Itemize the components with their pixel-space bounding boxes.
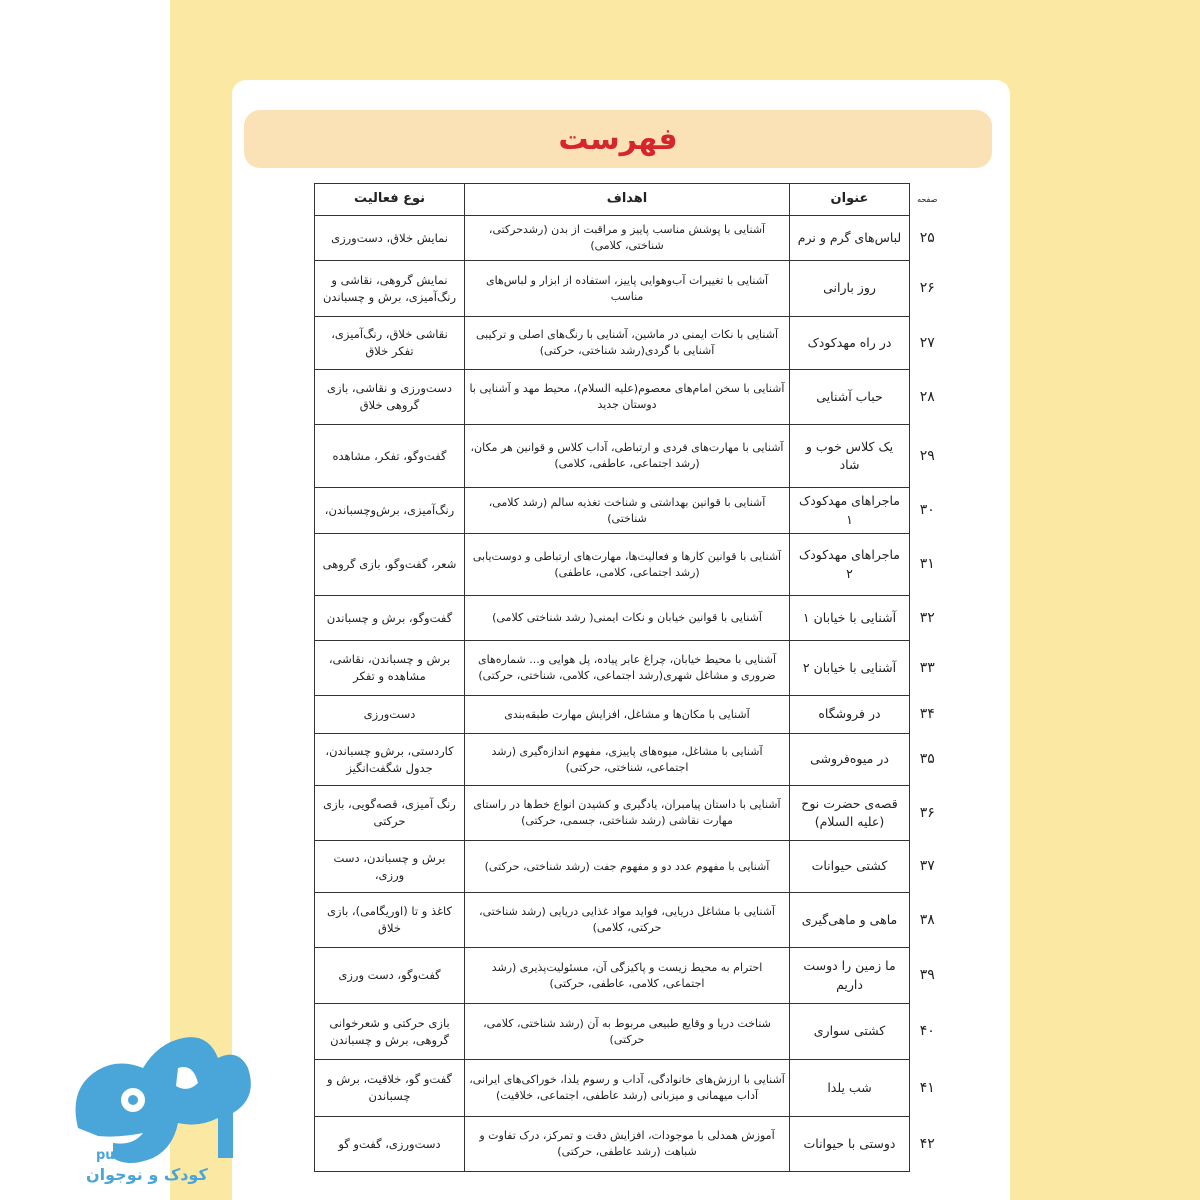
row-page-number: ۳۴: [910, 696, 945, 734]
row-page-number: ۴۲: [910, 1117, 945, 1172]
row-title: لباس‌های گرم و نرم: [790, 216, 910, 261]
row-page-number: ۳۸: [910, 893, 945, 948]
logo-persian-text: کودک و نوجوان: [86, 1165, 208, 1184]
row-page-number: ۴۰: [910, 1004, 945, 1060]
row-activity: برش و چسباندن، نقاشی، مشاهده و تفکر: [315, 641, 465, 696]
row-activity: گفت‌وگو، برش و چسباندن: [315, 596, 465, 641]
row-page-number: ۳۲: [910, 596, 945, 641]
table-row: [315, 893, 945, 948]
row-goals: آموزش همدلی با موجودات، افزایش دقت و تمرکز، درک تفاوت و شباهت (رشد عاطفی، حرکتی): [465, 1117, 790, 1172]
table-row: [315, 425, 945, 488]
row-goals: احترام به محیط زیست و پاکیزگی آن، مسئولیت‌پذیری (رشد اجتماعی، کلامی، عاطفی، حرکتی): [465, 948, 790, 1004]
row-title: در فروشگاه: [790, 696, 910, 734]
title-band: [244, 110, 992, 168]
table-row: [315, 596, 945, 641]
row-page-number: ۳۰: [910, 488, 945, 534]
row-title: آشنایی با خیابان ۱: [790, 596, 910, 641]
header-page: صفحه: [917, 194, 938, 204]
row-title: کشتی حیوانات: [790, 841, 910, 893]
row-title: حباب آشنایی: [790, 370, 910, 425]
row-page-number: ۳۳: [910, 641, 945, 696]
row-title: قصه‌ی حضرت نوح (علیه السلام): [790, 786, 910, 841]
row-activity: کاغذ و تا (اوریگامی)، بازی خلاق: [315, 893, 465, 948]
table-row: [315, 734, 945, 786]
row-activity: نقاشی خلاق، رنگ‌آمیزی، تفکر خلاق: [315, 317, 465, 370]
row-goals: آشنایی با محیط خیابان، چراغ عابر پیاده، پل هوایی و... شماره‌های ضروری و مشاغل شهری(رشد اجتماعی، کلامی، شناختی، حرکتی): [465, 641, 790, 696]
row-title: ما زمین را دوست داریم: [790, 948, 910, 1004]
header-title: عنوان: [790, 184, 910, 216]
row-page-number: ۳۱: [910, 534, 945, 596]
row-goals: آشنایی با مشاغل دریایی، فواید مواد غذایی دریایی (رشد شناختی، حرکتی، کلامی): [465, 893, 790, 948]
row-page-number: ۲۶: [910, 261, 945, 317]
row-activity: دست‌ورزی، گفت‌و گو: [315, 1117, 465, 1172]
table-row: [315, 1117, 945, 1172]
row-goals: آشنایی با مفهوم عدد دو و مفهوم جفت (رشد شناختی، حرکتی): [465, 841, 790, 893]
row-page-number: ۳۶: [910, 786, 945, 841]
contents-table: [314, 183, 945, 1172]
row-goals: آشنایی با قوانین خیابان و نکات ایمنی( رشد شناختی کلامی): [465, 596, 790, 641]
table-row: [315, 317, 945, 370]
row-page-number: ۲۸: [910, 370, 945, 425]
row-activity: رنگ آمیزی، قصه‌گویی، بازی حرکتی: [315, 786, 465, 841]
row-activity: رنگ‌آمیزی، برش‌وچسباندن،: [315, 488, 465, 534]
row-goals: آشنایی با داستان پیامبران، یادگیری و کشیدن انواع خط‌ها در راستای مهارت نقاشی (رشد شناختی، جسمی، حرکتی): [465, 786, 790, 841]
row-goals: آشنایی با ارزش‌های خانوادگی، آداب و رسوم یلدا، خوراکی‌های ایرانی، آداب میهمانی و میزبانی (رشد عاطفی، اجتماعی، خلاقیت): [465, 1060, 790, 1117]
table-row: [315, 370, 945, 425]
row-title: ماجراهای مهدکودک ۲: [790, 534, 910, 596]
header-activity: نوع فعالیت: [315, 184, 465, 216]
row-activity: گفت‌و گو، خلاقیت، برش و چسباندن: [315, 1060, 465, 1117]
row-title: شب یلدا: [790, 1060, 910, 1117]
row-title: یک کلاس خوب و شاد: [790, 425, 910, 488]
table-row: [315, 1060, 945, 1117]
table-row: [315, 786, 945, 841]
table-body: [315, 216, 945, 1172]
row-title: آشنایی با خیابان ۲: [790, 641, 910, 696]
row-activity: شعر، گفت‌وگو، بازی گروهی: [315, 534, 465, 596]
row-goals: شناخت دریا و وقایع طبیعی مربوط به آن (رشد شناختی، کلامی، حرکتی): [465, 1004, 790, 1060]
row-activity: نمایش خلاق، دست‌ورزی: [315, 216, 465, 261]
table-row: [315, 1004, 945, 1060]
table-row: [315, 841, 945, 893]
row-goals: آشنایی با مهارت‌های فردی و ارتباطی، آداب کلاس و قوانین هر مکان، (رشد اجتماعی، عاطفی، کلامی): [465, 425, 790, 488]
row-title: دوستی با حیوانات: [790, 1117, 910, 1172]
row-title: ماجراهای مهدکودک ۱: [790, 488, 910, 534]
row-page-number: ۳۷: [910, 841, 945, 893]
page-title: فهرست: [558, 121, 678, 157]
table-row: [315, 534, 945, 596]
row-goals: آشنایی با پوشش مناسب پاییز و مراقبت از بدن (رشدحرکتی، شناختی، کلامی): [465, 216, 790, 261]
row-goals: آشنایی با قوانین کارها و فعالیت‌ها، مهارت‌های ارتباطی و دوست‌یابی (رشد اجتماعی، کلامی، عاطفی): [465, 534, 790, 596]
row-page-number: ۲۹: [910, 425, 945, 488]
header-goals: اهداف: [465, 184, 790, 216]
row-goals: آشنایی با سخن امام‌های معصوم(علیه السلام)، محیط مهد و آشنایی با دوستان جدید: [465, 370, 790, 425]
row-goals: آشنایی با قوانین بهداشتی و شناخت تغذیه سالم (رشد کلامی، شناختی): [465, 488, 790, 534]
row-title: کشتی سواری: [790, 1004, 910, 1060]
row-goals: آشنایی با نکات ایمنی در ماشین، آشنایی با رنگ‌های اصلی و ترکیبی آشنایی با گردی(رشد شناختی، حرکتی): [465, 317, 790, 370]
row-page-number: ۴۱: [910, 1060, 945, 1117]
table-row: [315, 488, 945, 534]
row-activity: گفت‌وگو، دست ورزی: [315, 948, 465, 1004]
row-activity: گفت‌وگو، تفکر، مشاهده: [315, 425, 465, 488]
row-activity: برش و چسباندن، دست ورزی،: [315, 841, 465, 893]
row-page-number: ۳۵: [910, 734, 945, 786]
row-title: روز بارانی: [790, 261, 910, 317]
row-goals: آشنایی با مکان‌ها و مشاغل، افزایش مهارت طبقه‌بندی: [465, 696, 790, 734]
row-page-number: ۳۹: [910, 948, 945, 1004]
row-goals: آشنایی با تغییرات آب‌وهوایی پاییز، استفاده از ابزار و لباس‌های مناسب: [465, 261, 790, 317]
table-header-row: [315, 184, 945, 216]
table-row: [315, 696, 945, 734]
row-page-number: ۲۷: [910, 317, 945, 370]
row-activity: دست‌ورزی و نقاشی، بازی گروهی خلاق: [315, 370, 465, 425]
row-goals: آشنایی با مشاغل، میوه‌های پاییزی، مفهوم اندازه‌گیری (رشد اجتماعی، شناختی، حرکتی): [465, 734, 790, 786]
table-row: [315, 641, 945, 696]
logo-latin-text: puonak: [96, 1148, 151, 1163]
table-row: [315, 216, 945, 261]
table-row: [315, 948, 945, 1004]
row-page-number: ۲۵: [910, 216, 945, 261]
row-activity: دست‌ورزی: [315, 696, 465, 734]
row-title: در راه مهدکودک: [790, 317, 910, 370]
table-row: [315, 261, 945, 317]
row-activity: نمایش گروهی، نقاشی و رنگ‌آمیزی، برش و چسباندن: [315, 261, 465, 317]
row-activity: بازی حرکتی و شعرخوانی گروهی، برش و چسباندن: [315, 1004, 465, 1060]
row-title: در میوه‌فروشی: [790, 734, 910, 786]
row-title: ماهی و ماهی‌گیری: [790, 893, 910, 948]
row-activity: کاردستی، برش‌و چسباندن، جدول شگفت‌انگیز: [315, 734, 465, 786]
